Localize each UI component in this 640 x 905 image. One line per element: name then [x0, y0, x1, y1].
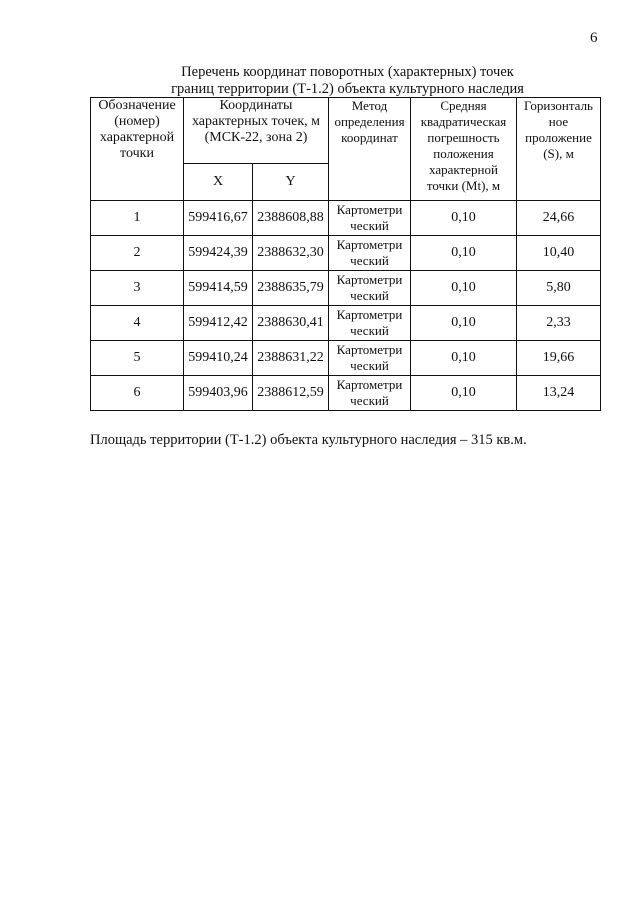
cell-method — [329, 376, 411, 411]
header-designation-line: точки — [120, 146, 154, 161]
cell-x: 599416,67 — [184, 201, 253, 236]
table-row — [91, 271, 601, 306]
title-line-2: границ территории (Т-1.2) объекта культурного наследия — [171, 81, 524, 97]
cell-method-line: Картометри — [336, 202, 403, 217]
cell-x: 599410,24 — [184, 341, 253, 376]
cell-point-number: 1 — [91, 201, 184, 236]
header-method-line: Метод — [351, 98, 388, 113]
header-coordinates-line: (МСК-22, зона 2) — [204, 130, 308, 145]
cell-s: 19,66 — [517, 341, 601, 376]
header-error-line: точки (Mt), м — [426, 178, 501, 193]
cell-method-line: Картометри — [336, 237, 403, 252]
cell-method — [329, 341, 411, 376]
cell-s: 24,66 — [517, 201, 601, 236]
table-row — [91, 306, 601, 341]
cell-method-line: ческий — [350, 288, 389, 303]
header-horizontal-line: ное — [548, 114, 569, 129]
cell-mt: 0,10 — [411, 306, 517, 341]
cell-method-line: Картометри — [336, 342, 403, 357]
cell-s: 10,40 — [517, 236, 601, 271]
title-line-1: Перечень координат поворотных (характерных) точек — [181, 64, 514, 80]
cell-method — [329, 271, 411, 306]
cell-x: 599414,59 — [184, 271, 253, 306]
cell-mt: 0,10 — [411, 201, 517, 236]
cell-x: 599412,42 — [184, 306, 253, 341]
cell-point-number: 4 — [91, 306, 184, 341]
cell-mt: 0,10 — [411, 236, 517, 271]
header-error-line: Средняя — [440, 98, 487, 113]
cell-point-number: 2 — [91, 236, 184, 271]
header-method — [329, 98, 411, 201]
cell-y: 2388630,41 — [253, 306, 329, 341]
area-statement: Площадь территории (Т-1.2) объекта культурного наследия – 315 кв.м. — [90, 432, 527, 448]
cell-method-line: ческий — [350, 393, 389, 408]
cell-method-line: ческий — [350, 253, 389, 268]
header-method-line: координат — [341, 130, 398, 145]
cell-method-line: ческий — [350, 358, 389, 373]
cell-point-number: 6 — [91, 376, 184, 411]
cell-method-line: ческий — [350, 323, 389, 338]
cell-y: 2388635,79 — [253, 271, 329, 306]
cell-mt: 0,10 — [411, 271, 517, 306]
cell-s: 2,33 — [517, 306, 601, 341]
header-coordinates-line: Координаты — [219, 98, 293, 113]
header-coordinates-line: характерных точек, м — [191, 114, 321, 129]
header-designation-line: характерной — [99, 130, 175, 145]
cell-mt: 0,10 — [411, 341, 517, 376]
header-error-line: характерной — [429, 162, 498, 177]
cell-y: 2388631,22 — [253, 341, 329, 376]
header-designation-line: Обозначение — [98, 98, 176, 113]
cell-method-line: Картометри — [336, 307, 403, 322]
cell-point-number: 5 — [91, 341, 184, 376]
page-number: 6 — [590, 30, 598, 46]
cell-method — [329, 306, 411, 341]
cell-s: 13,24 — [517, 376, 601, 411]
cell-mt: 0,10 — [411, 376, 517, 411]
cell-method-line: ческий — [350, 218, 389, 233]
table-row — [91, 341, 601, 376]
header-designation — [91, 98, 184, 201]
cell-y: 2388612,59 — [253, 376, 329, 411]
table-row — [91, 236, 601, 271]
coordinates-table — [90, 97, 601, 411]
header-error-line: положения — [433, 146, 494, 161]
cell-method-line: Картометри — [336, 272, 403, 287]
table-row — [91, 376, 601, 411]
header-horizontal — [517, 98, 601, 201]
header-designation-line: (номер) — [114, 114, 160, 129]
cell-point-number: 3 — [91, 271, 184, 306]
cell-method-line: Картометри — [336, 377, 403, 392]
cell-y: 2388632,30 — [253, 236, 329, 271]
table-row — [91, 201, 601, 236]
header-method-line: определения — [334, 114, 405, 129]
header-error-line: погрешность — [427, 130, 500, 145]
header-horizontal-line: (S), м — [543, 146, 574, 161]
cell-s: 5,80 — [517, 271, 601, 306]
header-y: Y — [253, 164, 329, 201]
header-coordinates — [184, 98, 329, 164]
cell-method — [329, 236, 411, 271]
header-horizontal-line: Горизонталь — [524, 98, 593, 113]
header-horizontal-line: проложение — [525, 130, 592, 145]
header-error-line: квадратическая — [420, 114, 507, 129]
cell-method — [329, 201, 411, 236]
cell-y: 2388608,88 — [253, 201, 329, 236]
header-x: X — [184, 164, 253, 201]
header-error — [411, 98, 517, 201]
cell-x: 599424,39 — [184, 236, 253, 271]
cell-x: 599403,96 — [184, 376, 253, 411]
